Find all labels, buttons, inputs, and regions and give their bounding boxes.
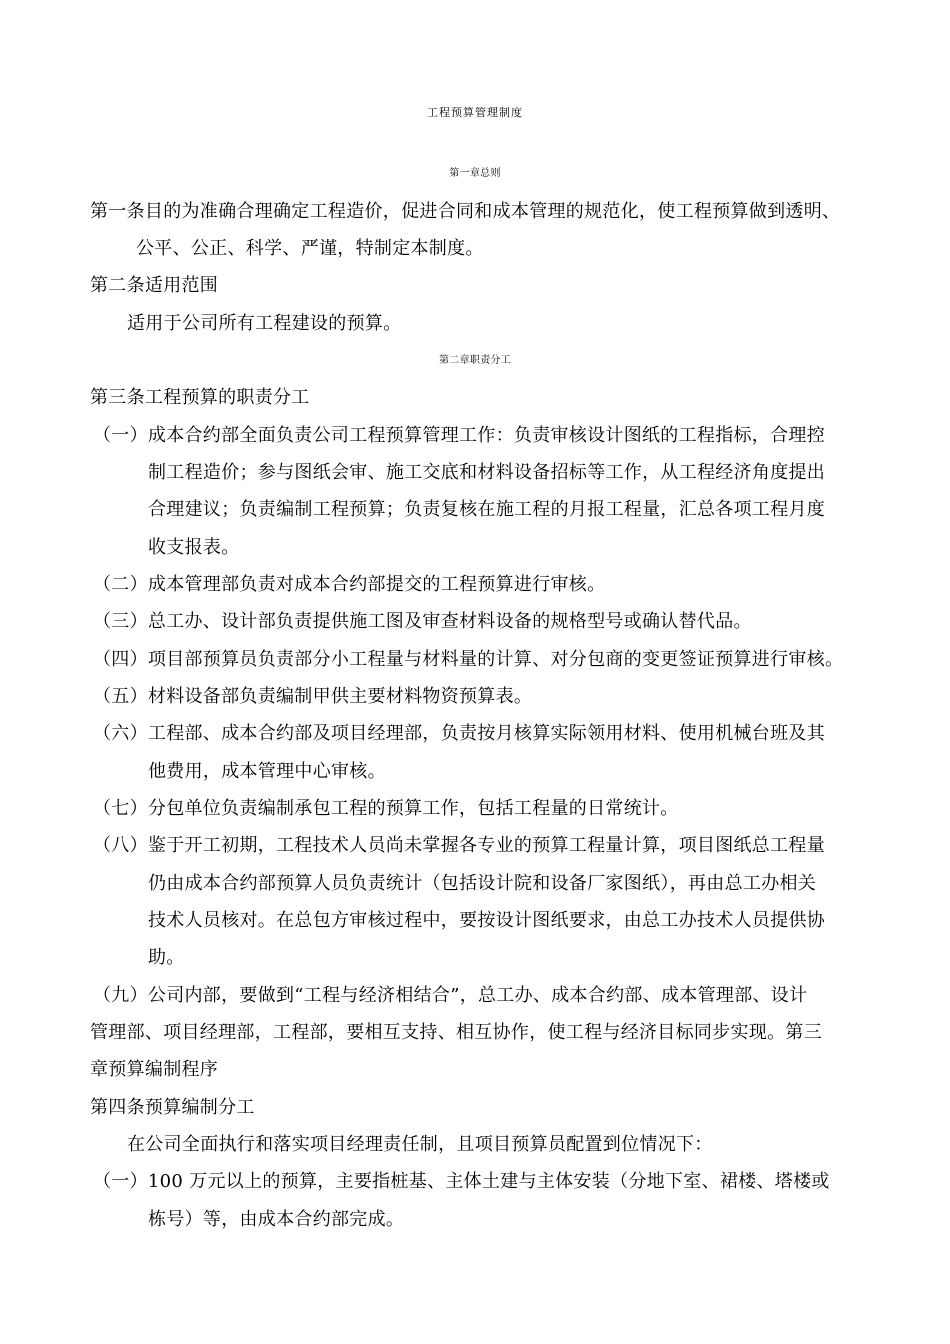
article-1-line-2: 公平、公正、科学、严谨，特制定本制度。 (136, 238, 484, 259)
item-8-line-2: 仍由成本合约部预算人员负责统计（包括设计院和设备厂家图纸），再由总工办相关 (148, 873, 817, 894)
article-3-heading: 第三条工程预算的职责分工 (90, 387, 310, 408)
article-2-body: 适用于公司所有工程建设的预算。 (127, 313, 402, 334)
item-8-line-4: 助。 (148, 947, 185, 968)
item-3: （三）总工办、设计部负责提供施工图及审查材料设备的规格型号或确认替代品。 (93, 611, 752, 632)
item-7: （七）分包单位负责编制承包工程的预算工作，包括工程量的日常统计。 (93, 798, 679, 819)
item-6-line-1: （六）工程部、成本合约部及项目经理部，负责按月核算实际领用材料、使用机械台班及其 (93, 723, 825, 744)
article-2-heading: 第二条适用范围 (90, 275, 219, 296)
item-1-line-4: 收支报表。 (148, 537, 240, 558)
item-4: （四）项目部预算员负责部分小工程量与材料量的计算、对分包商的变更签证预算进行审核。 (93, 649, 844, 670)
item-9-line-3: 章预算编制程序 (90, 1059, 219, 1080)
chapter-2-heading: 第二章职责分工 (438, 355, 512, 366)
item-6-line-2: 他费用，成本管理中心审核。 (148, 761, 386, 782)
chapter-1-heading: 第一章总则 (449, 168, 501, 179)
item-9-line-2: 管理部、项目经理部，工程部，要相互支持、相互协作，使工程与经济目标同步实现。第三 (90, 1022, 822, 1043)
item-1-line-2: 制工程造价；参与图纸会审、施工交底和材料设备招标等工作，从工程经济角度提出 (148, 462, 826, 483)
article-4-heading: 第四条预算编制分工 (90, 1097, 255, 1118)
item-9-line-1: （九）公司内部，要做到“工程与经济相结合”，总工办、成本合约部、成本管理部、设计 (93, 985, 808, 1006)
item-8-line-3: 技术人员核对。在总包方审核过程中，要按设计图纸要求，由总工办技术人员提供协 (148, 910, 826, 931)
article-4-intro: 在公司全面执行和落实项目经理责任制，且项目预算员配置到位情况下： (127, 1134, 713, 1155)
item-2: （二）成本管理部负责对成本合约部提交的工程预算进行审核。 (93, 574, 606, 595)
document-title: 工程预算管理制度 (427, 106, 523, 119)
item-5: （五）材料设备部负责编制甲供主要材料物资预算表。 (93, 686, 533, 707)
article-1-line-1: 第一条目的为准确合理确定工程造价，促进合同和成本管理的规范化，使工程预算做到透明、 (90, 201, 841, 222)
item-1-line-1: （一）成本合约部全面负责公司工程预算管理工作：负责审核设计图纸的工程指标，合理控 (93, 425, 825, 446)
article-4-item-1-line-1: （一）100 万元以上的预算，主要指桩基、主体土建与主体安装（分地下室、裙楼、塔楼或 (93, 1171, 830, 1192)
item-8-line-1: （八）鉴于开工初期，工程技术人员尚未掌握各专业的预算工程量计算，项目图纸总工程量 (93, 835, 825, 856)
item-1-line-3: 合理建议；负责编制工程预算；负责复核在施工程的月报工程量，汇总各项工程月度 (148, 499, 826, 520)
article-4-item-1-line-2: 栋号）等，由成本合约部完成。 (148, 1209, 405, 1230)
